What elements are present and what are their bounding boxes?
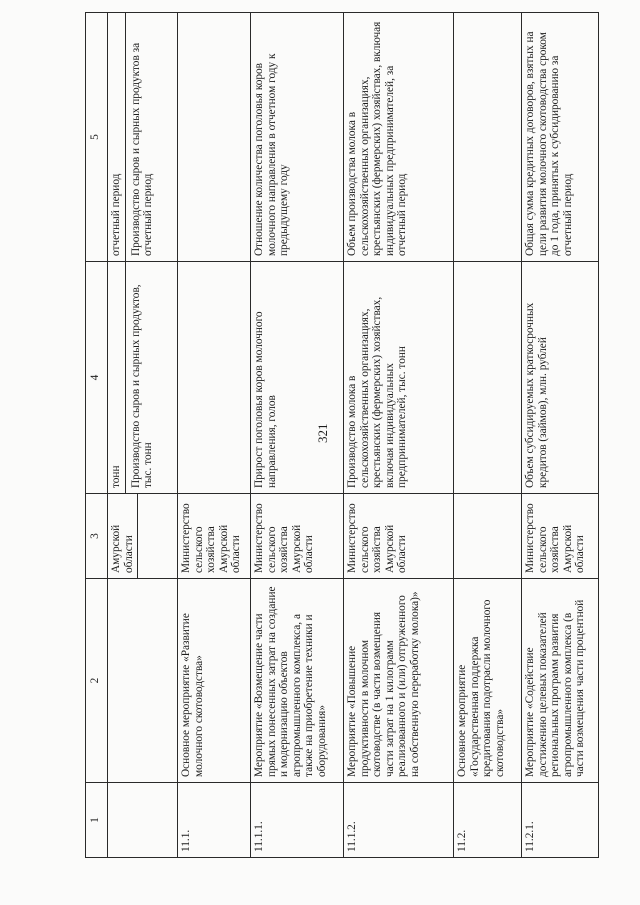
page-number: 321 — [315, 423, 330, 443]
event-cell: Основное мероприятие «Развитие молочного скотоводства» — [178, 579, 251, 783]
method-cell — [178, 13, 251, 262]
table-row — [178, 13, 251, 858]
table-row — [522, 13, 599, 858]
event-cell: Мероприятие «Возмещение части прямых понесенных затрат на создание и модернизацию объектов агропромышленного комплекса, а также на приобретение техники и оборудования» — [251, 579, 344, 783]
table-row — [108, 13, 178, 858]
executor-cell — [454, 494, 522, 579]
event-cell: Мероприятие «Повышение продуктивности в молочном скотоводстве (в части возмещения части затрат на 1 килограмм реализованного и (или) отгруженного на собственную переработку молока)» — [344, 579, 454, 783]
indicators-table — [85, 12, 599, 858]
executor-cell: Министерство сельского хозяйства Амурской области — [522, 494, 599, 579]
row-number-cell: 11.1.1. — [251, 783, 344, 858]
row-number-cell: 11.2.1. — [522, 783, 599, 858]
method-cell — [454, 13, 522, 262]
table-row — [454, 13, 522, 858]
method-cell: Общая сумма кредитных договоров, взятых на цели развития молочного скотоводства сроком до 1 года, принятых к субсидированию за отчетный период — [522, 13, 599, 262]
continuation-unit: тонн — [110, 262, 126, 493]
row-number-cell: 11.1.2. — [344, 783, 454, 858]
event-cell: Мероприятие «Содействие достижению целевых показателей региональных программ развития агропромышленного комплекса (в части возмещения части процентной — [522, 579, 599, 783]
continuation-executor: Амурской области — [110, 494, 138, 578]
column-number-1: 1 — [86, 783, 108, 858]
event-cell — [108, 579, 178, 783]
table-row — [344, 13, 454, 858]
executor-cell — [108, 494, 178, 579]
indicator-text: Производство сыров и сырных продуктов, тыс. тонн — [129, 284, 155, 488]
indicator-cell — [454, 262, 522, 494]
row-number-cell: 11.2. — [454, 783, 522, 858]
executor-cell: Министерство сельского хозяйства Амурской области — [251, 494, 344, 579]
indicator-cell: Объем субсидируемых краткосрочных кредитов (займов), млн. рублей — [522, 262, 599, 494]
row-number-cell — [108, 783, 178, 858]
method-cell — [108, 13, 178, 262]
method-cell: Отношение количества поголовья коров молочного направления в отчетном году к предыдущему году — [251, 13, 344, 262]
table-row — [251, 13, 344, 858]
indicator-cell — [178, 262, 251, 494]
event-cell: Основное мероприятие «Государственная поддержка кредитования подотрасли молочного скотоводства» — [454, 579, 522, 783]
rotated-table-wrapper — [85, 13, 598, 858]
indicator-cell: Прирост поголовья коров молочного направления, голов — [251, 262, 344, 494]
column-number-2: 2 — [86, 579, 108, 783]
column-number-3: 3 — [86, 494, 108, 579]
indicator-cell: Производство молока в сельскохозяйственных организациях, крестьянских (фермерских) хозяйствах, включая индивидуальных предпринимателей, тыс. тонн — [344, 262, 454, 494]
row-number-cell: 11.1. — [178, 783, 251, 858]
column-number-row — [86, 13, 108, 858]
continuation-period: отчетный период — [110, 13, 126, 261]
method-text: Производство сыров и сырных продуктов за отчетный период — [129, 42, 155, 256]
column-number-5: 5 — [86, 13, 108, 262]
executor-cell: Министерство сельского хозяйства Амурской области — [178, 494, 251, 579]
column-number-4: 4 — [86, 262, 108, 494]
executor-cell: Министерство сельского хозяйства Амурской области — [344, 494, 454, 579]
indicator-cell — [108, 262, 178, 494]
method-cell: Объем производства молока в сельскохозяйственных организациях, крестьянских (фермерских) хозяйствах, включая индивидуальных предпринимателей, за отчетный период — [344, 13, 454, 262]
